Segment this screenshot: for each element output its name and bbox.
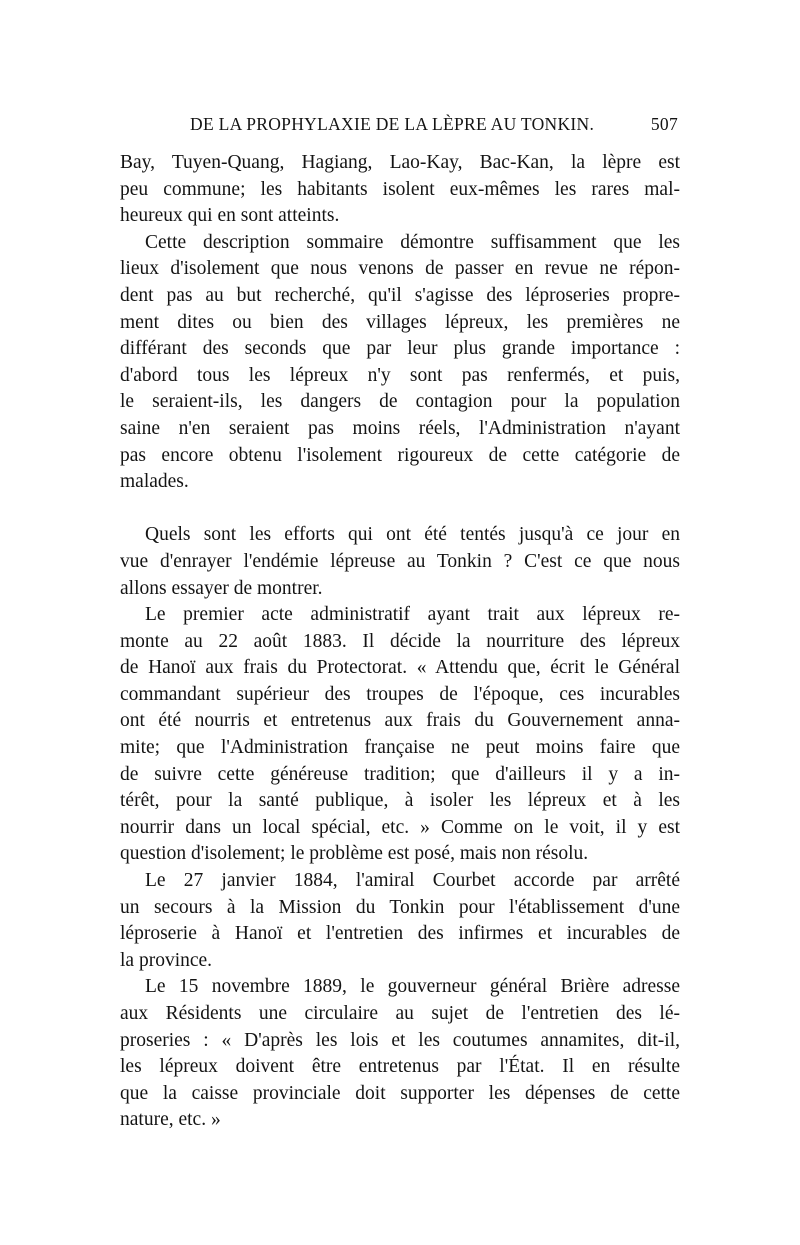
body-text: [120, 150, 680, 1134]
text-line: malades.: [120, 471, 189, 493]
text-line: d'abord tous les lépreux n'y sont pas renfermés, et puis,: [120, 364, 680, 386]
text-line: pas encore obtenu l'isolement rigoureux de cette catégorie de: [120, 444, 680, 466]
text-line: Le 27 janvier 1884, l'amiral Courbet accorde par arrêté: [145, 870, 680, 892]
text-line: Bay, Tuyen-Quang, Hagiang, Lao-Kay, Bac-Kan, la lèpre est: [120, 152, 680, 173]
text-line: mite; que l'Administration française ne peut moins faire que: [120, 737, 680, 759]
page-number: 507: [650, 114, 678, 134]
text-line: ont été nourris et entretenus aux frais du Gouvernement anna-: [120, 710, 680, 732]
text-line: heureux qui en sont atteints.: [120, 205, 340, 227]
text-line: dent pas au but recherché, qu'il s'agisse des léproseries propre-: [120, 284, 680, 306]
text-line: proseries : « D'après les lois et les coutumes annamites, dit-il,: [120, 1029, 680, 1051]
text-line: Le premier acte administratif ayant trait aux lépreux re-: [145, 604, 680, 626]
text-line: les lépreux doivent être entretenus par l'État. Il en résulte: [120, 1056, 680, 1078]
text-line: léproserie à Hanoï et l'entretien des infirmes et incurables de: [120, 923, 680, 945]
text-line: peu commune; les habitants isolent eux-mêmes les rares mal-: [120, 178, 680, 200]
text-line: lieux d'isolement que nous venons de passer en revue ne répon-: [120, 258, 680, 280]
text-line: ment dites ou bien des villages lépreux, les premières ne: [120, 311, 680, 333]
text-line: saine n'en seraient pas moins réels, l'Administration n'ayant: [120, 417, 680, 439]
text-line: la province.: [120, 949, 213, 971]
text-line: nourrir dans un local spécial, etc. » Comme on le voit, il y est: [120, 816, 680, 838]
text-line: Le 15 novembre 1889, le gouverneur général Brière adresse: [145, 976, 680, 998]
text-line: vue d'enrayer l'endémie lépreuse au Tonkin ? C'est ce que nous: [120, 550, 680, 572]
text-line: un secours à la Mission du Tonkin pour l'établissement d'une: [120, 896, 680, 918]
text-line: question d'isolement; le problème est posé, mais non résolu.: [120, 843, 589, 865]
text-line: monte au 22 août 1883. Il décide la nourriture des lépreux: [120, 630, 680, 652]
text-line: que la caisse provinciale doit supporter les dépenses de cette: [120, 1082, 680, 1104]
text-line: Cette description sommaire démontre suffisamment que les: [145, 231, 680, 253]
text-line: allons essayer de montrer.: [120, 577, 323, 599]
text-line: de suivre cette généreuse tradition; que d'ailleurs il y a in-: [120, 763, 680, 785]
text-line: aux Résidents une circulaire au sujet de l'entretien des lé-: [120, 1003, 680, 1024]
running-title: DE LA PROPHYLAXIE DE LA LÈPRE AU TONKIN.: [190, 114, 595, 134]
text-line: commandant supérieur des troupes de l'époque, ces incurables: [120, 683, 680, 705]
text-line: nature, etc. »: [120, 1109, 221, 1131]
text-line: Quels sont les efforts qui ont été tentés jusqu'à ce jour en: [145, 524, 680, 546]
section-gap: [120, 496, 680, 523]
text-line: le seraient-ils, les dangers de contagion pour la population: [120, 391, 680, 413]
text-line: différant des seconds que par leur plus grande importance :: [120, 338, 680, 360]
text-line: de Hanoï aux frais du Protectorat. « Attendu que, écrit le Général: [120, 657, 680, 679]
text-line: térêt, pour la santé publique, à isoler les lépreux et à les: [120, 790, 680, 812]
